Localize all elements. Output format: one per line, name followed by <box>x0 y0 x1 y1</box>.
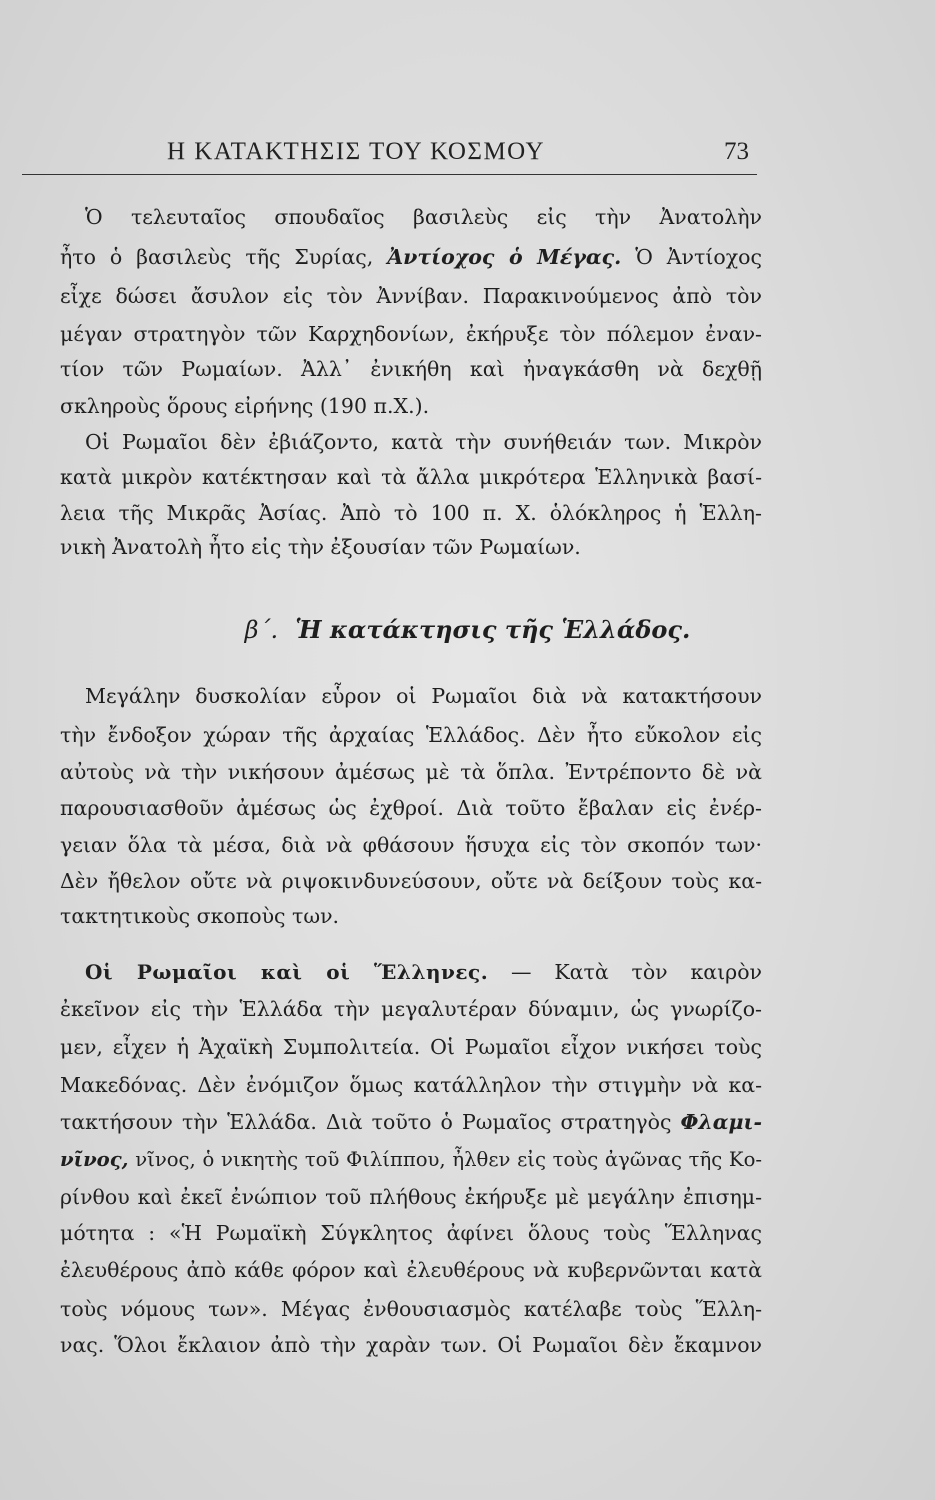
section-number: β΄. <box>244 616 279 644</box>
text-line: Ὁ τελευταῖος σπουδαῖος βασιλεὺς εἰς τὴν Ἀνατολὴν <box>85 205 762 229</box>
text-line: τίον τῶν Ρωμαίων. Ἀλλ᾽ ἐνικήθη καὶ ἠναγκάσθη νὰ δεχθῇ <box>60 357 762 381</box>
text-line: μότητα : «Ἡ Ρωμαϊκὴ Σύγκλητος ἀφίνει ὅλους τοὺς Ἕλληνας <box>60 1221 762 1245</box>
section-heading <box>0 615 935 655</box>
emphasized-name: Φλαμι- <box>680 1110 762 1134</box>
text-line: μέγαν στρατηγὸν τῶν Καρχηδονίων, ἐκήρυξε τὸν πόλεμον ἐναν- <box>60 322 762 346</box>
text-line: τὴν ἔνδοξον χώραν τῆς ἀρχαίας Ἑλλάδος. Δὲν ἦτο εὔκολον εἰς <box>60 723 762 747</box>
text-line: κατὰ μικρὸν κατέκτησαν καὶ τὰ ἄλλα μικρότερα Ἑλληνικὰ βασί- <box>60 465 762 489</box>
page-header <box>22 138 757 175</box>
text-line: νας. Ὅλοι ἔκλαιον ἀπὸ τὴν χαρὰν των. Οἱ Ρωμαῖοι δὲν ἔκαμνον <box>60 1333 762 1357</box>
text-line: Δὲν ἤθελον οὔτε νὰ ριψοκινδυνεύσουν, οὔτε νὰ δείξουν τοὺς κα- <box>60 869 762 893</box>
text-line: τοὺς νόμους των». Μέγας ἐνθουσιασμὸς κατέλαβε τοὺς Ἕλλη- <box>60 1297 762 1321</box>
text-line: μεν, εἶχεν ἡ Ἀχαϊκὴ Συμπολιτεία. Οἱ Ρωμαῖοι εἶχον νικήσει τοὺς <box>60 1035 762 1059</box>
emphasized-name: Ἀντίοχος ὁ Μέγας. <box>387 245 622 269</box>
text-line: λεια τῆς Μικρᾶς Ἀσίας. Ἀπὸ τὸ 100 π. Χ. ὁλόκληρος ἡ Ἑλλη- <box>60 501 762 525</box>
text-segment: — Κατὰ τὸν καιρὸν <box>511 960 762 984</box>
text-line: γειαν ὅλα τὰ μέσα, διὰ νὰ φθάσουν ἥσυχα εἰς τὸν σκοπόν των· <box>60 833 762 857</box>
text-segment: Ὁ Ἀντίοχος <box>635 245 762 269</box>
text-line: Μακεδόνας. Δὲν ἐνόμιζον ὅμως κατάλληλον τὴν στιγμὴν νὰ κα- <box>60 1073 762 1097</box>
text-line: παρουσιασθοῦν ἀμέσως ὡς ἐχθροί. Διὰ τοῦτο ἔβαλαν εἰς ἐνέρ- <box>60 796 762 820</box>
section-title: Ἡ κατάκτησις τῆς Ἑλλάδος. <box>295 615 691 644</box>
text-line <box>60 1105 762 1139</box>
text-line <box>60 240 762 274</box>
text-line: ἐλευθέρους ἀπὸ κάθε φόρον καὶ ἐλευθέρους νὰ κυβερνῶνται κατὰ <box>60 1258 762 1282</box>
text-line: Οἱ Ρωμαῖοι δὲν ἐβιάζοντο, κατὰ τὴν συνήθειάν των. Μικρὸν <box>85 430 762 454</box>
subheading: Οἱ Ρωμαῖοι καὶ οἱ Ἕλληνες. <box>85 960 489 984</box>
text-line: σκληροὺς ὅρους εἰρήνης (190 π.Χ.). <box>60 394 430 418</box>
running-title: Η ΚΑΤΑΚΤΗΣΙΣ ΤΟΥ ΚΟΣΜΟΥ <box>167 138 546 165</box>
text-line: νικὴ Ἀνατολὴ ἦτο εἰς τὴν ἐξουσίαν τῶν Ρωμαίων. <box>60 535 581 559</box>
text-line: ἐκεῖνον εἰς τὴν Ἑλλάδα τὴν μεγαλυτέραν δύναμιν, ὡς γνωρίζο- <box>60 997 762 1021</box>
text-line: Μεγάλην δυσκολίαν εὗρον οἱ Ρωμαῖοι διὰ νὰ κατακτήσουν <box>85 684 762 708</box>
text-line <box>85 955 762 989</box>
text-line: αὐτοὺς νὰ τὴν νικήσουν ἀμέσως μὲ τὰ ὅπλα. Ἐντρέποντο δὲ νὰ <box>60 760 762 784</box>
text-segment: νῖνος, ὁ νικητὴς τοῦ Φιλίππου, ἦλθεν εἰς τοὺς ἀγῶνας τῆς Κο- <box>135 1148 762 1171</box>
text-line: ρίνθου καὶ ἐκεῖ ἐνώπιον τοῦ πλήθους ἐκήρυξε μὲ μεγάλην ἐπισημ- <box>60 1185 762 1209</box>
text-line: εἶχε δώσει ἄσυλον εἰς τὸν Ἀννίβαν. Παρακινούμενος ἀπὸ τὸν <box>60 284 762 308</box>
text-line: τακτητικοὺς σκοποὺς των. <box>60 904 340 928</box>
page-number: 73 <box>724 138 749 165</box>
emphasized-name: νῖνος, <box>60 1148 129 1171</box>
text-segment: τακτήσουν τὴν Ἑλλάδα. Διὰ τοῦτο ὁ Ρωμαῖος στρατηγὸς <box>60 1110 672 1134</box>
text-segment: ἦτο ὁ βασιλεὺς τῆς Συρίας, <box>60 245 374 269</box>
text-line <box>60 1143 762 1177</box>
